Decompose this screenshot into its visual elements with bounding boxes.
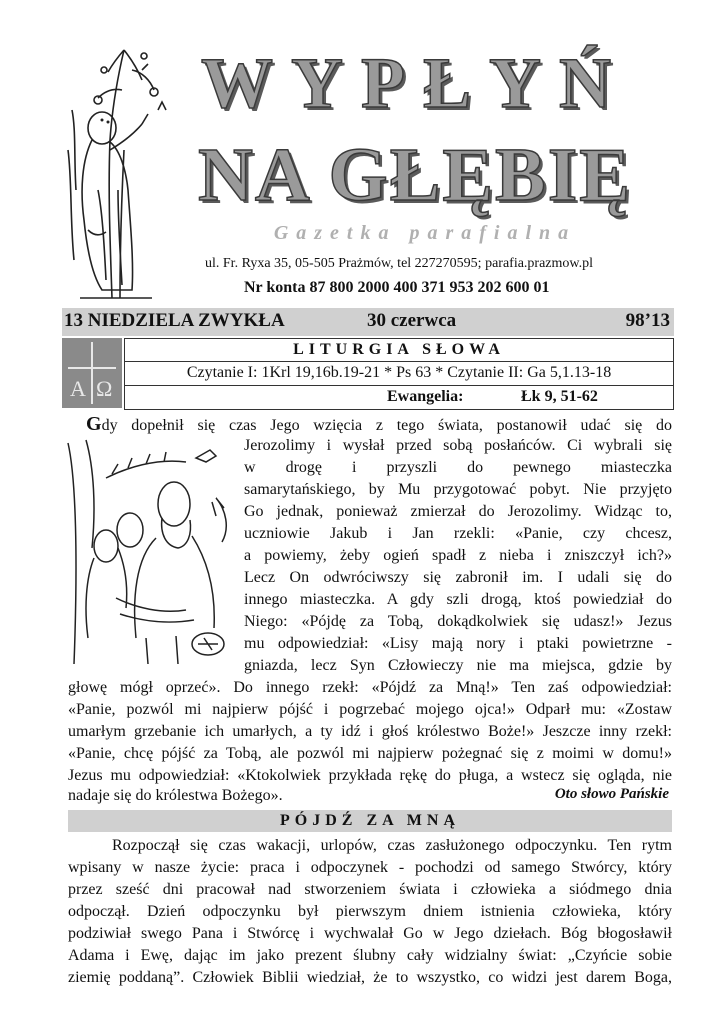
gospel-reference [124,386,674,410]
article-line: ziemię poddaną”. Człowiek Biblii wiedział, że to wszystko, co widzi jest darem Boga, [68,969,672,986]
article-line: Adama i Ewę, dając im jako prezent ślubny cały widzialny świat: „Czyńcie sobie [68,947,672,964]
gospel-line: Jerozolimy i wysłał przed sobą posłańców. Ci wybrali się [244,437,672,454]
masthead-title-line2: NA GŁĘBIĘ [197,133,633,217]
gospel-line-text: dy dopełnił się czas Jego wzięcia z tego świata, postanowił udać się do [101,417,672,434]
alpha-omega-box [62,338,122,408]
gospel-line: a powiemy, żeby ogień spadł z nieba i zniszczył ich?» [244,547,672,564]
gospel-closing: Oto słowo Pańskie [554,786,669,802]
gospel-line: w drogę i przyszli do pewnego miasteczka [244,459,672,476]
gospel-line: gniazda, lecz Syn Człowieczy nie ma miejsca, gdzie by [244,657,672,674]
gospel-line: uczniowie Jakub i Jan rzekli: «Panie, czy chcesz, [244,525,672,542]
gospel-line: «Panie, pozwól mi najpierw pójść i pogrzebać mojego ojca!» Odparł mu: «Zostaw [68,701,672,718]
article-line: wpisany w nasze życie: praca i odpoczynek - pochodzi od samego Stwórcy, który [68,859,672,876]
gospel-line: samarytańskiego, by Mu przygotować pobyt. Nie przyjęto [244,481,672,498]
gospel-line: nadaje się do królestwa Bożego». [68,787,283,804]
parish-address: ul. Fr. Ryxa 35, 05-505 Prażmów, tel 227270595; parafia.prazmow.pl [205,256,593,271]
masthead-title-line1: WYPŁYŃ [201,43,629,123]
issue-number: 98’13 [625,310,670,331]
gospel-dropcap: G [86,414,102,434]
gospel-line: umarłym grzebanie ich umarłych, a ty idź i głoś królestwo Boże!» Jeszcze inny rzekł: [68,723,672,740]
sunday-name: 13 NIEDZIELA ZWYKŁA [64,310,285,331]
gospel-line: Niego: «Pójdę za Tobą, dokądkolwiek się udasz!» Jezus [244,613,672,630]
liturgy-header: LITURGIA SŁOWA [124,338,674,362]
gospel-line: Lecz On odwróciwszy się zabronił im. I udali się do [244,569,672,586]
gospel-line: Jezus mu odpowiedział: «Ktokolwiek przykłada rękę do pługa, a wstecz się ogląda, nie [68,767,672,784]
article-line: przez sześć dni pracował nad stworzeniem świata i człowieka a siódmego dnia [68,881,672,898]
bank-account: Nr konta 87 800 2000 400 371 953 202 600 01 [244,279,550,296]
article-line: Rozpoczął się czas wakacji, urlopów, czas zasłużonego odpoczynku. Ten rytm [112,837,672,854]
gospel-label: Ewangelia: [387,388,464,405]
article-line: podziwiał swego Pana i Stwórcę i wychwalał Go w Jego dziełach. Bóg błogosławił [68,925,672,942]
gospel-line: mu odpowiedział: «Lisy mają nory i ptaki powietrzne - [244,635,672,652]
gospel-line: «Panie, chcę pójść za Tobą, ale pozwól mi najpierw pożegnać się z moimi w domu!» [68,745,672,762]
gospel-line [86,414,672,434]
gospel-line: Go jednak, ponieważ zmierzał do Jerozolimy. Widząc to, [244,503,672,520]
issue-date: 30 czerwca [367,310,457,331]
article-heading: PÓJDŹ ZA MNĄ [68,810,672,832]
svg-text:A: A [70,376,86,401]
gospel-ref: Łk 9, 51-62 [521,388,598,405]
article-line: odpoczął. Dzień odpoczynku był pierwszym dniem istnienia człowieka, który [68,903,672,920]
alpha-omega-cross-icon [62,338,122,408]
gospel-line: głowę mógł oprzeć». Do innego rzekł: «Pójdź za Mną!» Ten zaś odpowiedział: [68,679,672,696]
date-bar [62,308,674,336]
readings-line: Czytanie I: 1Krl 19,16b.19-21 * Ps 63 * Czytanie II: Ga 5,1.13-18 [124,362,674,386]
gospel-line: innego miasteczka. A gdy szli drogą, ktoś powiedział do [244,591,672,608]
jesus-with-disciples-illustration [66,438,236,666]
svg-text:Ω: Ω [96,376,113,401]
masthead-subtitle: Gazetka parafialna [273,222,577,244]
